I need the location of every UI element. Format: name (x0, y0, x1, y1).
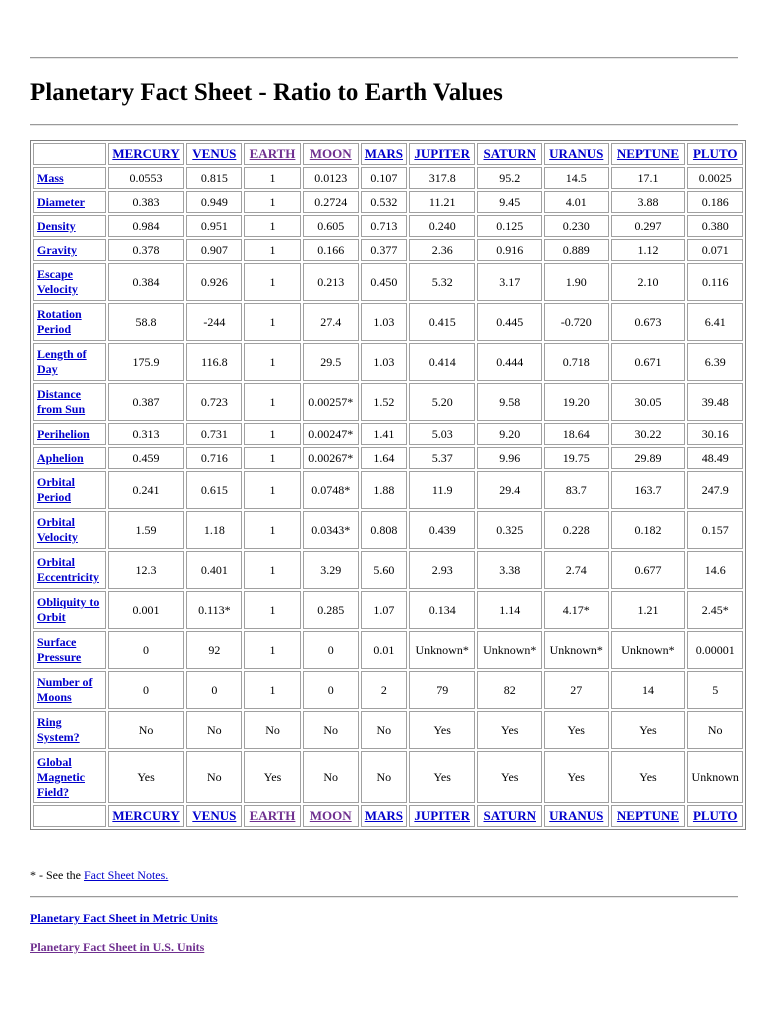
value-cell: 0.00247* (303, 423, 359, 445)
value-cell: 5.03 (409, 423, 476, 445)
value-cell: 83.7 (544, 471, 609, 509)
planet-link-earth[interactable]: EARTH (249, 808, 296, 823)
value-cell: 2.10 (611, 263, 686, 301)
value-cell: 0.532 (361, 191, 407, 213)
value-cell: Unknown* (409, 631, 476, 669)
value-cell: 1 (244, 591, 300, 629)
planet-link-mercury[interactable]: MERCURY (112, 146, 180, 161)
value-cell: 29.5 (303, 343, 359, 381)
us-units-link[interactable]: Planetary Fact Sheet in U.S. Units (30, 940, 205, 954)
value-cell: 0 (108, 671, 184, 709)
value-cell: 0 (303, 631, 359, 669)
value-cell: -0.720 (544, 303, 609, 341)
row-label-link[interactable]: Rotation Period (37, 307, 82, 336)
value-cell: Yes (544, 751, 609, 803)
planet-link-neptune[interactable]: NEPTUNE (616, 146, 680, 161)
planet-header-cell (361, 805, 407, 827)
page-title: Planetary Fact Sheet - Ratio to Earth Values (30, 79, 503, 106)
value-cell: 19.20 (544, 383, 609, 421)
value-cell: 0.125 (477, 215, 542, 237)
row-label-cell (33, 631, 106, 669)
value-cell: 0.00267* (303, 447, 359, 469)
value-cell: No (186, 751, 242, 803)
value-cell: 0.951 (186, 215, 242, 237)
planet-header-cell (186, 805, 242, 827)
value-cell: 0.377 (361, 239, 407, 261)
value-cell: 1 (244, 239, 300, 261)
value-cell: 82 (477, 671, 542, 709)
value-cell: 4.17* (544, 591, 609, 629)
value-cell: 0.230 (544, 215, 609, 237)
row-label-link[interactable]: Surface Pressure (37, 635, 82, 664)
value-cell: 1.12 (611, 239, 686, 261)
fact-table (30, 140, 746, 830)
row-label-link[interactable]: Ring System? (37, 715, 80, 744)
header-row-bottom (33, 805, 743, 827)
planet-link-mercury[interactable]: MERCURY (112, 808, 180, 823)
value-cell: 2.36 (409, 239, 476, 261)
planet-header-cell (244, 805, 300, 827)
planet-header-cell (303, 805, 359, 827)
value-cell: No (361, 711, 407, 749)
value-cell: No (303, 751, 359, 803)
value-cell: 0.387 (108, 383, 184, 421)
value-cell: No (361, 751, 407, 803)
row-label-cell (33, 167, 106, 189)
value-cell: Unknown (687, 751, 743, 803)
table-row (33, 551, 743, 589)
value-cell: Yes (611, 711, 686, 749)
value-cell: 0.716 (186, 447, 242, 469)
value-cell: 5.60 (361, 551, 407, 589)
value-cell: 11.9 (409, 471, 476, 509)
value-cell: 0.984 (108, 215, 184, 237)
planet-link-saturn[interactable]: SATURN (483, 808, 536, 823)
value-cell: 0.001 (108, 591, 184, 629)
value-cell: 1.18 (186, 511, 242, 549)
row-label-cell (33, 551, 106, 589)
value-cell: 5.20 (409, 383, 476, 421)
value-cell: 11.21 (409, 191, 476, 213)
value-cell: 0.414 (409, 343, 476, 381)
top-divider (30, 57, 738, 59)
value-cell: 1 (244, 631, 300, 669)
value-cell: 0.671 (611, 343, 686, 381)
table-row (33, 511, 743, 549)
value-cell: Yes (477, 751, 542, 803)
bottom-divider (30, 896, 738, 898)
value-cell: 1 (244, 383, 300, 421)
value-cell: 1 (244, 167, 300, 189)
value-cell: 1.41 (361, 423, 407, 445)
table-row (33, 263, 743, 301)
table-row (33, 671, 743, 709)
value-cell: 0.450 (361, 263, 407, 301)
value-cell: 0.673 (611, 303, 686, 341)
row-label-cell (33, 671, 106, 709)
value-cell: 5 (687, 671, 743, 709)
planet-link-mars[interactable]: MARS (364, 808, 403, 823)
value-cell: 0.615 (186, 471, 242, 509)
value-cell: 14.5 (544, 167, 609, 189)
value-cell: 0.383 (108, 191, 184, 213)
value-cell: Yes (244, 751, 300, 803)
value-cell: 27.4 (303, 303, 359, 341)
table-row (33, 383, 743, 421)
value-cell: Yes (409, 711, 476, 749)
row-label-link[interactable]: Number of Moons (37, 675, 93, 704)
corner-cell (33, 805, 106, 827)
value-cell: 2 (361, 671, 407, 709)
planet-header-cell (544, 805, 609, 827)
value-cell: 1 (244, 303, 300, 341)
table-row (33, 343, 743, 381)
value-cell: Unknown* (611, 631, 686, 669)
value-cell: 4.01 (544, 191, 609, 213)
row-label-cell (33, 215, 106, 237)
value-cell: 0 (108, 631, 184, 669)
value-cell: 0.731 (186, 423, 242, 445)
row-label-cell (33, 471, 106, 509)
value-cell: 0.605 (303, 215, 359, 237)
planet-header-cell (687, 143, 743, 165)
value-cell: 92 (186, 631, 242, 669)
value-cell: 1 (244, 343, 300, 381)
row-label-link[interactable]: Orbital Velocity (37, 515, 78, 544)
value-cell: Yes (409, 751, 476, 803)
value-cell: 0.378 (108, 239, 184, 261)
value-cell: 30.16 (687, 423, 743, 445)
value-cell: 0.907 (186, 239, 242, 261)
value-cell: 2.45* (687, 591, 743, 629)
planet-link-earth[interactable]: EARTH (249, 146, 296, 161)
row-label-cell (33, 423, 106, 445)
planet-header-cell (186, 143, 242, 165)
value-cell: 14 (611, 671, 686, 709)
value-cell: 1 (244, 263, 300, 301)
row-label-link[interactable]: Mass (37, 170, 64, 185)
value-cell: 1.14 (477, 591, 542, 629)
value-cell: 0.213 (303, 263, 359, 301)
value-cell: 0.444 (477, 343, 542, 381)
value-cell: 1.88 (361, 471, 407, 509)
value-cell: 17.1 (611, 167, 686, 189)
table-row (33, 591, 743, 629)
value-cell: 79 (409, 671, 476, 709)
planet-link-neptune[interactable]: NEPTUNE (616, 808, 680, 823)
value-cell: 1 (244, 671, 300, 709)
value-cell: Unknown* (477, 631, 542, 669)
table-row (33, 447, 743, 469)
row-label-link[interactable]: Gravity (37, 242, 77, 257)
value-cell: 30.05 (611, 383, 686, 421)
value-cell: 0.297 (611, 215, 686, 237)
planet-link-venus[interactable]: VENUS (192, 146, 237, 161)
footnote (30, 868, 168, 883)
value-cell: 0.949 (186, 191, 242, 213)
value-cell: -244 (186, 303, 242, 341)
value-cell: 0.157 (687, 511, 743, 549)
planet-header-cell (687, 805, 743, 827)
value-cell: 0.241 (108, 471, 184, 509)
value-cell: 0.0343* (303, 511, 359, 549)
value-cell: 0.0748* (303, 471, 359, 509)
value-cell: 0.00001 (687, 631, 743, 669)
value-cell: 1 (244, 423, 300, 445)
value-cell: 0.186 (687, 191, 743, 213)
row-label-cell (33, 447, 106, 469)
row-label-link[interactable]: Aphelion (37, 450, 84, 465)
row-label-link[interactable]: Orbital Period (37, 475, 75, 504)
planet-link-jupiter[interactable]: JUPITER (414, 808, 470, 823)
table-row (33, 303, 743, 341)
value-cell: 9.45 (477, 191, 542, 213)
table-row (33, 167, 743, 189)
value-cell: 116.8 (186, 343, 242, 381)
value-cell: Yes (477, 711, 542, 749)
value-cell: 1 (244, 191, 300, 213)
value-cell: No (303, 711, 359, 749)
value-cell: 1.03 (361, 303, 407, 341)
table-row (33, 711, 743, 749)
value-cell: 9.96 (477, 447, 542, 469)
value-cell: 1 (244, 471, 300, 509)
value-cell: 29.89 (611, 447, 686, 469)
value-cell: 9.58 (477, 383, 542, 421)
row-label-link[interactable]: Orbital Eccentricity (37, 555, 99, 584)
value-cell: 48.49 (687, 447, 743, 469)
value-cell: 0.723 (186, 383, 242, 421)
row-label-cell (33, 239, 106, 261)
value-cell: 0.439 (409, 511, 476, 549)
row-label-link[interactable]: Obliquity to Orbit (37, 595, 100, 624)
planet-header-cell (611, 805, 686, 827)
row-label-cell (33, 591, 106, 629)
value-cell: 0.445 (477, 303, 542, 341)
value-cell: 163.7 (611, 471, 686, 509)
value-cell: 0.677 (611, 551, 686, 589)
row-label-cell (33, 343, 106, 381)
value-cell: 0.916 (477, 239, 542, 261)
value-cell: 58.8 (108, 303, 184, 341)
planet-link-pluto[interactable]: PLUTO (692, 146, 738, 161)
value-cell: 18.64 (544, 423, 609, 445)
value-cell: 1.59 (108, 511, 184, 549)
metric-units-link[interactable]: Planetary Fact Sheet in Metric Units (30, 911, 218, 925)
planet-link-moon[interactable]: MOON (309, 808, 352, 823)
planet-header-cell (544, 143, 609, 165)
row-label-link[interactable]: Distance from Sun (37, 387, 86, 416)
value-cell: 3.88 (611, 191, 686, 213)
row-label-cell (33, 383, 106, 421)
value-cell: Yes (108, 751, 184, 803)
planet-header-cell (477, 143, 542, 165)
value-cell: 0.113* (186, 591, 242, 629)
value-cell: 0.240 (409, 215, 476, 237)
value-cell: 3.17 (477, 263, 542, 301)
value-cell: 0.415 (409, 303, 476, 341)
planet-link-venus[interactable]: VENUS (192, 808, 237, 823)
table-row (33, 191, 743, 213)
value-cell: 0.926 (186, 263, 242, 301)
value-cell: 27 (544, 671, 609, 709)
row-label-link[interactable]: Length of Day (37, 347, 87, 376)
value-cell: 0.116 (687, 263, 743, 301)
value-cell: 1 (244, 511, 300, 549)
value-cell: 0.01 (361, 631, 407, 669)
value-cell: 175.9 (108, 343, 184, 381)
value-cell: 0.380 (687, 215, 743, 237)
table-row (33, 215, 743, 237)
value-cell: 0.182 (611, 511, 686, 549)
value-cell: 0 (303, 671, 359, 709)
value-cell: 14.6 (687, 551, 743, 589)
title-divider (30, 124, 738, 126)
planet-header-cell (477, 805, 542, 827)
value-cell: 1.21 (611, 591, 686, 629)
value-cell: 0.166 (303, 239, 359, 261)
value-cell: Yes (611, 751, 686, 803)
footnote-prefix: * - See the (30, 868, 84, 882)
row-label-cell (33, 511, 106, 549)
value-cell: 30.22 (611, 423, 686, 445)
row-label-cell (33, 191, 106, 213)
row-label-link[interactable]: Global Magnetic Field? (37, 754, 85, 799)
value-cell: 0 (186, 671, 242, 709)
table-row (33, 631, 743, 669)
value-cell: 0.107 (361, 167, 407, 189)
value-cell: 1 (244, 447, 300, 469)
value-cell: 2.74 (544, 551, 609, 589)
value-cell: 9.20 (477, 423, 542, 445)
planet-link-mars[interactable]: MARS (364, 146, 403, 161)
value-cell: 19.75 (544, 447, 609, 469)
value-cell: No (244, 711, 300, 749)
value-cell: 0.384 (108, 263, 184, 301)
planet-link-pluto[interactable]: PLUTO (692, 808, 738, 823)
row-label-cell (33, 751, 106, 803)
value-cell: 0.134 (409, 591, 476, 629)
value-cell: 1.52 (361, 383, 407, 421)
planet-header-cell (611, 143, 686, 165)
value-cell: 3.29 (303, 551, 359, 589)
value-cell: Unknown* (544, 631, 609, 669)
corner-cell (33, 143, 106, 165)
planet-header-cell (409, 805, 476, 827)
table-row (33, 751, 743, 803)
value-cell: 1.03 (361, 343, 407, 381)
value-cell: 0.718 (544, 343, 609, 381)
planet-link-uranus[interactable]: URANUS (549, 808, 604, 823)
row-label-cell (33, 711, 106, 749)
table-row (33, 423, 743, 445)
value-cell: 5.37 (409, 447, 476, 469)
value-cell: 0.889 (544, 239, 609, 261)
value-cell: 0.815 (186, 167, 242, 189)
planet-link-saturn[interactable]: SATURN (483, 146, 536, 161)
planet-header-cell (108, 143, 184, 165)
value-cell: 0.0123 (303, 167, 359, 189)
row-label-cell (33, 303, 106, 341)
planet-header-cell (361, 143, 407, 165)
row-label-cell (33, 263, 106, 301)
row-label-link[interactable]: Diameter (37, 194, 85, 209)
value-cell: 29.4 (477, 471, 542, 509)
table-row (33, 239, 743, 261)
value-cell: 247.9 (687, 471, 743, 509)
value-cell: 12.3 (108, 551, 184, 589)
planet-link-moon[interactable]: MOON (309, 146, 352, 161)
value-cell: 0.00257* (303, 383, 359, 421)
header-row-top (33, 143, 743, 165)
value-cell: 0.071 (687, 239, 743, 261)
value-cell: 39.48 (687, 383, 743, 421)
value-cell: 5.32 (409, 263, 476, 301)
value-cell: 0.325 (477, 511, 542, 549)
value-cell: 1.64 (361, 447, 407, 469)
row-label-link[interactable]: Density (37, 218, 76, 233)
planet-header-cell (409, 143, 476, 165)
value-cell: 6.41 (687, 303, 743, 341)
value-cell: 1 (244, 215, 300, 237)
planet-header-cell (244, 143, 300, 165)
value-cell: 0.808 (361, 511, 407, 549)
planet-link-uranus[interactable]: URANUS (549, 146, 604, 161)
planet-header-cell (108, 805, 184, 827)
value-cell: 0.401 (186, 551, 242, 589)
value-cell: No (108, 711, 184, 749)
value-cell: 1.90 (544, 263, 609, 301)
value-cell: 0.228 (544, 511, 609, 549)
value-cell: 0.459 (108, 447, 184, 469)
value-cell: 0.2724 (303, 191, 359, 213)
value-cell: 3.38 (477, 551, 542, 589)
value-cell: 95.2 (477, 167, 542, 189)
value-cell: 0.713 (361, 215, 407, 237)
value-cell: 0.0553 (108, 167, 184, 189)
planet-header-cell (303, 143, 359, 165)
value-cell: No (186, 711, 242, 749)
value-cell: 1 (244, 551, 300, 589)
fact-sheet-notes-link[interactable]: Fact Sheet Notes. (83, 868, 169, 882)
row-label-link[interactable]: Perihelion (37, 426, 90, 441)
value-cell: 0.313 (108, 423, 184, 445)
value-cell: Yes (544, 711, 609, 749)
value-cell: No (687, 711, 743, 749)
row-label-link[interactable]: Escape Velocity (37, 267, 78, 296)
value-cell: 0.285 (303, 591, 359, 629)
planet-link-jupiter[interactable]: JUPITER (414, 146, 470, 161)
value-cell: 2.93 (409, 551, 476, 589)
value-cell: 0.0025 (687, 167, 743, 189)
value-cell: 6.39 (687, 343, 743, 381)
table-row (33, 471, 743, 509)
value-cell: 317.8 (409, 167, 476, 189)
value-cell: 1.07 (361, 591, 407, 629)
